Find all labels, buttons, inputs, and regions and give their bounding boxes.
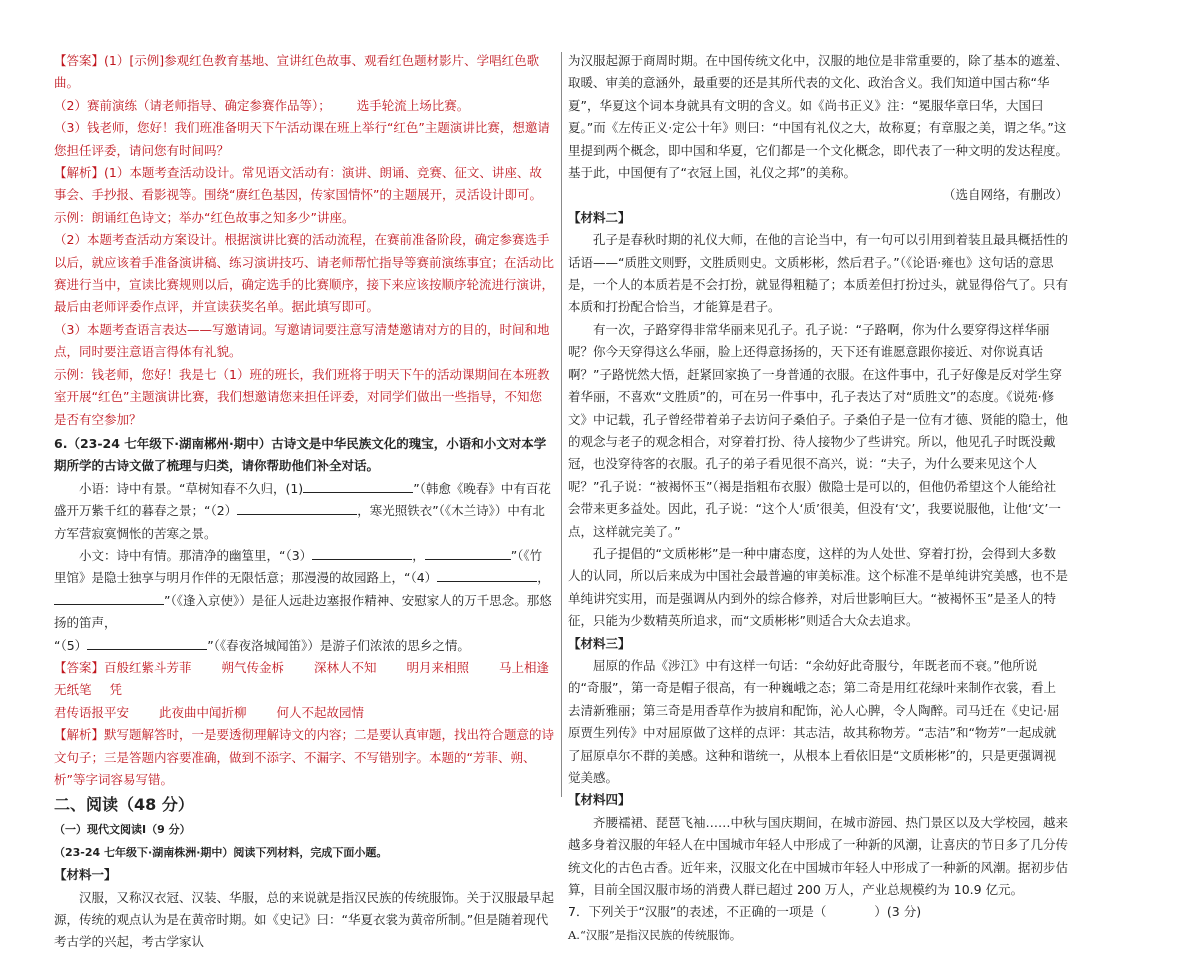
material-2-para-1: 孔子是春秋时期的礼仪大师，在他的言论当中，有一句可以引用到着装且最具概括性的话语——“质胜文则野，文胜质则史。文质彬彬，然后君子。”（《论语·雍也》这句话的意思是，一个人的本质若是不会打扮，就显得粗糙了；本质差但打扮过头，就显得俗气了。只有本质和打扮配合恰当，才能算是君子。: [568, 232, 1069, 315]
example-3: 示例：钱老师，您好！我是七（1）班的班长，我们班将于明天下午的活动课期间在本班教室开展“红色”主题演讲比赛，我们想邀请您来担任评委，对同学们做出一些指导，不知您是否有空参加？: [54, 366, 550, 427]
q6-text: 小文：诗中有情。那清净的幽篁里，“（3）: [79, 547, 313, 563]
answer-2-part-b: 选手轮流上场比赛。: [356, 97, 470, 113]
material-2-para-3: 孔子提倡的“文质彬彬”是一种中庸态度，这样的为人处世、穿着打扮，会得到大多数人的认同，所以后来成为中国社会最普遍的审美标准。这个标准不是单纯讲究美感，也不是单纯讲究实用，而是强调从内到外的综合修养，对后世影响巨大。“被褐怀玉”是圣人的特征，只能为少数精英所追求，而“文质彬彬”则适合大众去追求。: [568, 545, 1069, 629]
q6-text: ，: [537, 570, 550, 586]
q6-text: 小语：诗中有景。“草树知春不久归，(1): [79, 480, 304, 496]
material-2-para-2: 有一次，子路穿得非常华丽来见孔子。孔子说：“子路啊，你为什么要穿得这样华丽呢？你今天穿得这么华丽，脸上还得意扬扬的，天下还有谁愿意跟你接近、对你说真话啊？”子路恍然大悟，赶紧回家换了一身普通的衣服。在这件事中，孔子好像是反对学生穿着华丽，不喜欢“文胜质”的，可在另一件事中，孔子表达了对“质胜文”的态度。《说苑·修文》中记载，孔子曾经带着弟子去访问子桑伯子。子桑伯子是一位有才德、贤能的隐士，他的观念与老子的观念相合，对穿着打扮、待人接物少了些讲究。所以，他见孔子时既没戴冠，也没穿待客的衣服。孔子的弟子看见很不高兴，说：“夫子，为什么要来见这个人呢？”孔子说：“被褐怀玉”（褐是指粗布衣服）傲隐士是可以的，但他仍希望这个人能给社会带来更多益处。因此，孔子说：“这个人‘质’很美，但没有‘文’，我要说服他，让他‘文’一点，这样就完美了。”: [568, 321, 1069, 539]
answer-6-item: 马上相逢无纸笔: [54, 659, 550, 698]
answer-blank[interactable]: [87, 635, 207, 650]
answer-6: [54, 657, 554, 724]
right-column: [568, 50, 1068, 946]
answer-blank[interactable]: [237, 500, 357, 515]
answer-6-item: 君传语报平安: [54, 704, 130, 720]
section-reading-heading: 二、阅读（48 分）: [54, 795, 194, 815]
answer-6-item: 此夜曲中闻折柳: [159, 704, 247, 720]
q6-text: ”（《春夜洛城闻笛》）是游子们浓浓的思乡之情。: [207, 637, 470, 653]
answer-blank[interactable]: [437, 567, 537, 582]
left-column: [54, 50, 554, 954]
answer-blank[interactable]: [425, 545, 511, 560]
answer-6-item: 【答案】百般红紫斗芳菲: [54, 659, 192, 675]
column-divider: [561, 52, 562, 797]
answer-blank[interactable]: [303, 478, 413, 493]
analysis-6: 【解析】默写题解答时，一是要透彻理解诗文的内容；二是要认真审题，找出符合题意的诗文句子；三是答题内容要准确，做到不添字、不漏字、不写错别字。本题的“芳菲、朔、析”等字词容易写错。: [54, 727, 555, 787]
material-1-title: 【材料一】: [54, 867, 117, 883]
material-1-text: 汉服，又称汉衣冠、汉装、华服，总的来说就是指汉民族的传统服饰。关于汉服最早起源，传统的观点认为是在黄帝时期。如《史记》曰：“华夏衣裳为黄帝所制。”但是随着现代考古学的兴起，考古学家认: [54, 889, 555, 950]
material-1-continued: 为汉服起源于商周时期。在中国传统文化中，汉服的地位是非常重要的，除了基本的遮羞、取暖、审美的意涵外，最重要的还是其所代表的文化、政治含义。我们知道中国古称“华夏”，华夏这个词本身就具有文明的含义。如《尚书正义》注：“冕服华章曰华，大国曰夏。”而《左传正义·定公十年》则曰：“中国有礼仪之大，故称夏；有章服之美，谓之华。”这里提到两个概念，即中国和华夏，它们都是一个文化概念，即代表了一种文明的发达程度。基于此，中国便有了“衣冠上国，礼仪之邦”的美称。: [568, 53, 1069, 181]
q6-text: ，寒光照铁衣”（《木兰诗》）中有北方军营寂寞惆怅的苦寒之景。: [54, 503, 545, 541]
q6-text: ”（《竹里馆》是隐士独享与明月作伴的无限恬意；那漫漫的故园路上，“（4）: [54, 547, 543, 586]
q6-text: ”（《逢入京使》）是征人远赴边塞报作精神、安慰家人的万千思念。那悠扬的笛声，: [54, 592, 552, 631]
question-6-para-1: [54, 478, 554, 545]
question-7: [568, 901, 1068, 923]
answer-2-part-a: （2）赛前演练（请老师指导、确定参赛作品等）；: [54, 97, 331, 113]
material-3-para-1: 屈原的作品《涉江》中有这样一句话：“余幼好此奇服兮，年既老而不衰。”他所说的“奇服”，第一奇是帽子很高，有一种巍峨之态；第二奇是用红花绿叶来制作衣裳，看上去清新雅丽；第三奇是用香草作为披肩和配饰，沁人心脾，令人陶醉。司马迁在《史记·屈原贾生列传》中对屈原做了这样的点评：其志洁，故其称物芳。“志洁”和“物芳”一起成就了屈原卓尔不群的美感。这种和谐统一，从根本上看依旧是“文质彬彬”的，只是更强调视觉美感。: [568, 657, 1060, 785]
question-6-para-2: [54, 545, 554, 635]
material-2-title: 【材料二】: [568, 209, 631, 225]
material-1-source: （选自网络，有删改）: [942, 187, 1068, 203]
answer-6-item: 朔气传金柝: [221, 659, 285, 675]
question-7-option-a[interactable]: A.“汉服”是指汉民族的传统服饰。: [568, 927, 742, 942]
analysis-3: （3）本题考查语言表达——写邀请词。写邀请词要注意写清楚邀请对方的目的，时间和地点，同时要注意语言得体有礼貌。: [54, 321, 550, 360]
q6-text: “（5）: [54, 637, 88, 653]
answer-6-item: 深林人不知: [314, 659, 377, 675]
analysis-2: （2）本题考查活动方案设计。根据演讲比赛的活动流程，在赛前准备阶段，确定参赛选手以后，就应该着手准备演讲稿、练习演讲技巧、请老师帮忙指导等赛前演练事宜；在活动比赛进行当中，宣读比赛规则以后，确定选手的比赛顺序，接下来应该按顺序轮流进行演讲，最后由老师评委作点评，并宣读获奖名单。据此填写即可。: [54, 232, 555, 315]
material-4-title: 【材料四】: [568, 792, 631, 808]
example-1: 示例：朗诵红色诗文；举办“红色故事之知多少”讲座。: [54, 209, 355, 225]
answer-line-2: [54, 95, 554, 117]
analysis-1: 【解析】(1）本题考查活动设计。常见语文活动有：演讲、朗诵、竞赛、征文、讲座、故事会、手抄报、看影视等。围绕“赓红色基因，传家国情怀”的主题展开，灵活设计即可。: [54, 165, 542, 203]
answer-6-item: 明月来相照: [406, 659, 470, 675]
answer-blank[interactable]: [312, 545, 412, 560]
answer-line-1: 【答案】(1）[示例]参观红色教育基地、宣讲红色故事、观看红色题材影片、学唱红色歌曲。: [54, 53, 540, 91]
subsection-heading: （一）现代文阅读Ⅰ（9 分）: [54, 823, 191, 837]
material-3-title: 【材料三】: [568, 635, 631, 651]
answer-blank[interactable]: [54, 590, 164, 605]
answer-6-item: 何人不起故园情: [276, 704, 365, 720]
answer-6-item: 凭: [109, 682, 123, 698]
q6-text: ”（韩愈《晚春》中有百花盛开万紫千红的暮春之景；“（2）: [54, 480, 551, 519]
question-6-para-3: [54, 635, 554, 657]
question-6-heading: 6.（23-24 七年级下·湖南郴州·期中）古诗文是中华民族文化的瑰宝，小语和小文对本学期所学的古诗文做了梳理与归类，请你帮助他们补全对话。: [54, 435, 547, 474]
q6-text: ，: [412, 547, 425, 563]
material-4-para-1: 齐腰襦裙、琵琶飞袖……中秋与国庆期间，在城市游园、热门景区以及大学校园，越来越多身着汉服的年轻人在中国城市年轻人中形成了一种新的风潮，让喜庆的节日多了几分传统文化的古色古香。近年来，汉服文化在中国城市年轻人中形成了一种新的风潮。据初步估算，目前全国汉服市场的消费人群已超过 200 万人，产业总规模约为 10.9 亿元。: [568, 814, 1069, 898]
answer-line-3: （3）钱老师，您好！我们班准备明天下午活动课在班上举行“红色”主题演讲比赛，想邀请您担任评委，请问您有时间吗？: [54, 120, 550, 158]
question-7-score: ）(3 分): [874, 904, 922, 920]
question-source: （23-24 七年级下·湖南株洲·期中）阅读下列材料，完成下面小题。: [54, 845, 388, 859]
question-7-stem: 7．下列关于“汉服”的表述，不正确的一项是（: [568, 904, 827, 920]
